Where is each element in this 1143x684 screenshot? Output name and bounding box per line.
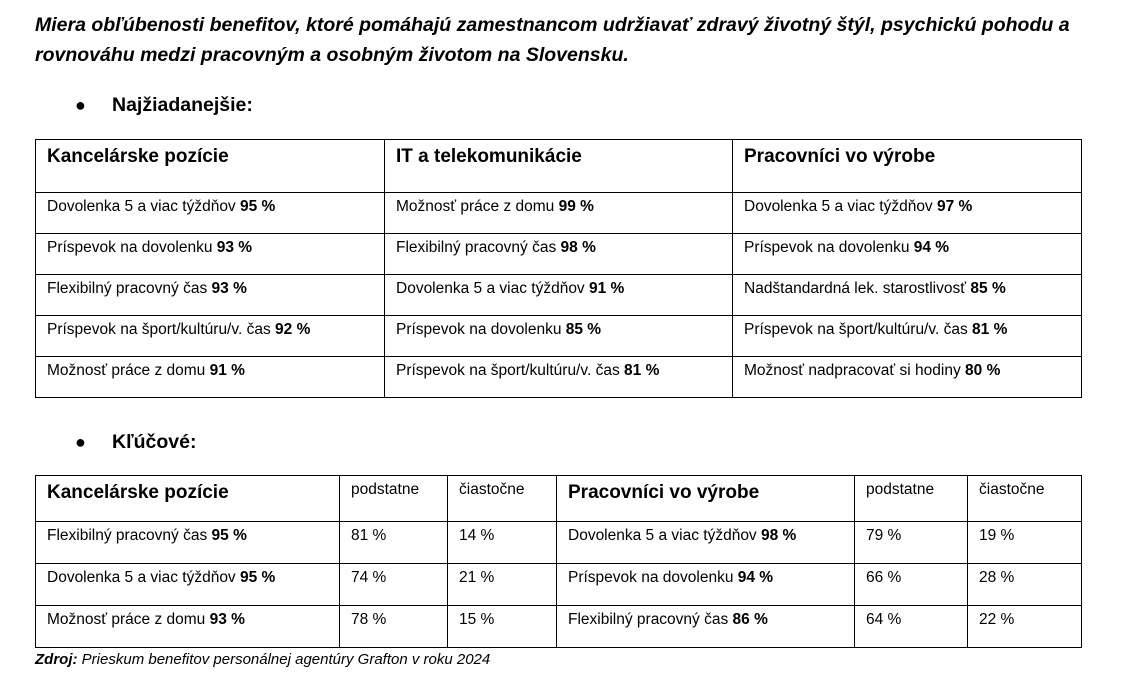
table-cell: Nadštandardná lek. starostlivosť 85 % <box>733 275 1082 316</box>
source-note <box>35 651 490 668</box>
table-header-row <box>36 476 1082 522</box>
column-header: Kancelárske pozície <box>36 140 385 193</box>
table-cell: 15 % <box>448 606 557 648</box>
table-row <box>36 234 1082 275</box>
table-cell: Dovolenka 5 a viac týždňov 97 % <box>733 193 1082 234</box>
column-header: podstatne <box>855 476 968 522</box>
table-cell: Flexibilný pracovný čas 93 % <box>36 275 385 316</box>
table-row <box>36 522 1082 564</box>
table-cell: Príspevok na šport/kultúru/v. čas 92 % <box>36 316 385 357</box>
table-row <box>36 193 1082 234</box>
column-header: Pracovníci vo výrobe <box>557 476 855 522</box>
column-header: Pracovníci vo výrobe <box>733 140 1082 193</box>
table-cell: 74 % <box>340 564 448 606</box>
section-heading-najziadanejsie <box>75 94 253 117</box>
table-cell: 66 % <box>855 564 968 606</box>
most-wanted-benefits-table <box>35 139 1082 398</box>
column-header: Kancelárske pozície <box>36 476 340 522</box>
bullet-icon: ● <box>75 432 86 452</box>
table-cell: 81 % <box>340 522 448 564</box>
section-heading-label: Kľúčové: <box>112 431 197 453</box>
table-cell: Možnosť práce z domu 91 % <box>36 357 385 398</box>
table-cell: Možnosť nadpracovať si hodiny 80 % <box>733 357 1082 398</box>
table-cell: Flexibilný pracovný čas 86 % <box>557 606 855 648</box>
section-heading-label: Najžiadanejšie: <box>112 94 253 116</box>
table-cell: 78 % <box>340 606 448 648</box>
table-cell: 28 % <box>968 564 1082 606</box>
column-header: podstatne <box>340 476 448 522</box>
table-row <box>36 606 1082 648</box>
table-cell: Dovolenka 5 a viac týždňov 91 % <box>385 275 733 316</box>
table-row <box>36 564 1082 606</box>
table-cell: Dovolenka 5 a viac týždňov 95 % <box>36 564 340 606</box>
bullet-icon: ● <box>75 95 86 115</box>
table-cell: Flexibilný pracovný čas 95 % <box>36 522 340 564</box>
table-cell: Dovolenka 5 a viac týždňov 98 % <box>557 522 855 564</box>
column-header: čiastočne <box>448 476 557 522</box>
source-text: Prieskum benefitov personálnej agentúry Grafton v roku 2024 <box>81 651 491 668</box>
section-heading-klucove <box>75 431 196 454</box>
table-cell: 22 % <box>968 606 1082 648</box>
table-cell: 14 % <box>448 522 557 564</box>
table-cell: 79 % <box>855 522 968 564</box>
column-header: čiastočne <box>968 476 1082 522</box>
table-cell: Príspevok na dovolenku 94 % <box>557 564 855 606</box>
column-header: IT a telekomunikácie <box>385 140 733 193</box>
table-cell: 21 % <box>448 564 557 606</box>
table-cell: Príspevok na šport/kultúru/v. čas 81 % <box>733 316 1082 357</box>
table-cell: Príspevok na dovolenku 93 % <box>36 234 385 275</box>
table-cell: 64 % <box>855 606 968 648</box>
table-cell: Príspevok na šport/kultúru/v. čas 81 % <box>385 357 733 398</box>
table-row <box>36 275 1082 316</box>
table-header-row <box>36 140 1082 193</box>
table-row <box>36 316 1082 357</box>
table-cell: Dovolenka 5 a viac týždňov 95 % <box>36 193 385 234</box>
table-cell: Možnosť práce z domu 99 % <box>385 193 733 234</box>
document-title: Miera obľúbenosti benefitov, ktoré pomáhajú zamestnancom udržiavať zdravý životný štýl, psychickú pohodu a rovnováhu medzi pracovným a osobným životom na Slovensku. <box>35 14 1070 66</box>
table-cell: Flexibilný pracovný čas 98 % <box>385 234 733 275</box>
source-label: Zdroj: <box>35 651 78 668</box>
key-benefits-table <box>35 475 1082 648</box>
table-row <box>36 357 1082 398</box>
table-cell: Možnosť práce z domu 93 % <box>36 606 340 648</box>
table-cell: 19 % <box>968 522 1082 564</box>
table-cell: Príspevok na dovolenku 94 % <box>733 234 1082 275</box>
table-cell: Príspevok na dovolenku 85 % <box>385 316 733 357</box>
